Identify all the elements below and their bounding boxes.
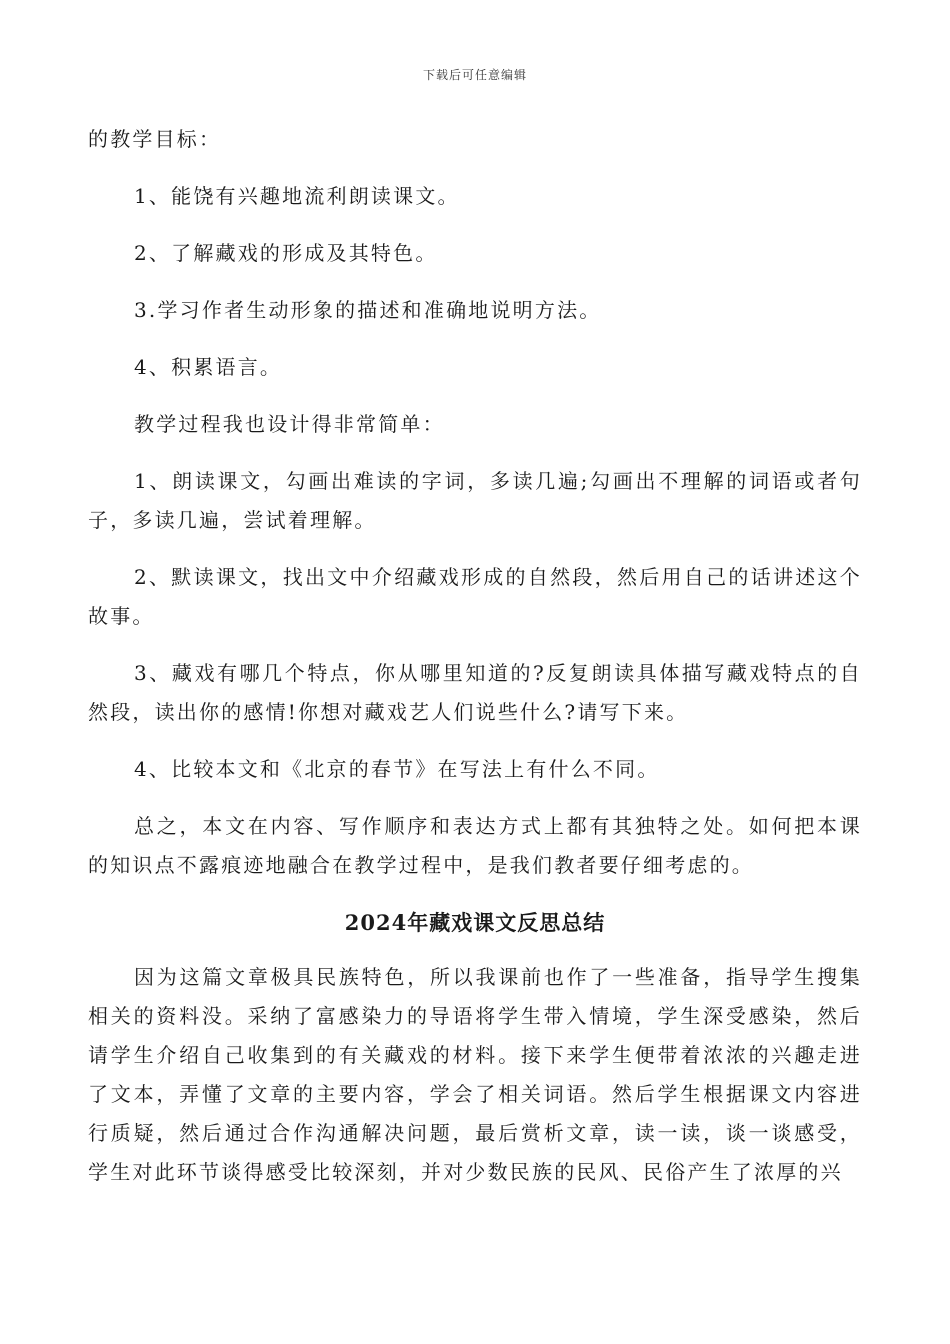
paragraph: 教学过程我也设计得非常简单： [134, 412, 445, 436]
paragraph: 3、藏戏有哪几个特点，你从哪里知道的?反复朗读具体描写藏戏特点的自然段，读出你的感情!你想对藏戏艺人们说些什么?请写下来。 [88, 661, 862, 724]
paragraph: 3.学习作者生动形象的描述和准确地说明方法。 [134, 298, 602, 322]
paragraph: 1、朗读课文，勾画出难读的字词，多读几遍;勾画出不理解的词语或者句子，多读几遍，尝试着理解。 [88, 469, 862, 532]
paragraph: 4、比较本文和《北京的春节》在写法上有什么不同。 [134, 757, 660, 781]
document-body [88, 120, 862, 1192]
paragraph: 总之，本文在内容、写作顺序和表达方式上都有其独特之处。如何把本课的知识点不露痕迹地融合在教学过程中，是我们教者要仔细考虑的。 [88, 814, 862, 877]
paragraph: 1、能饶有兴趣地流利朗读课文。 [134, 184, 460, 208]
paragraph: 2、了解藏戏的形成及其特色。 [134, 241, 438, 265]
paragraph: 的教学目标： [88, 127, 222, 151]
paragraph: 因为这篇文章极具民族特色，所以我课前也作了一些准备，指导学生搜集相关的资料没。采纳了富感染力的导语将学生带入情境，学生深受感染，然后请学生介绍自己收集到的有关藏戏的材料。接下来学生便带着浓浓的兴趣走进了文本，弄懂了文章的主要内容，学会了相关词语。然后学生根据课文内容进行质疑，然后通过合作沟通解决问题，最后赏析文章，读一读，谈一谈感受，学生对此环节谈得感受比较深刻，并对少数民族的民风、民俗产生了浓厚的兴 [88, 965, 862, 1184]
paragraph: 2、默读课文，找出文中介绍藏戏形成的自然段，然后用自己的话讲述这个故事。 [88, 565, 862, 628]
paragraph: 4、积累语言。 [134, 355, 283, 379]
page-header: 下载后可任意编辑 [422, 68, 527, 82]
section-title: 2024年藏戏课文反思总结 [344, 910, 606, 935]
